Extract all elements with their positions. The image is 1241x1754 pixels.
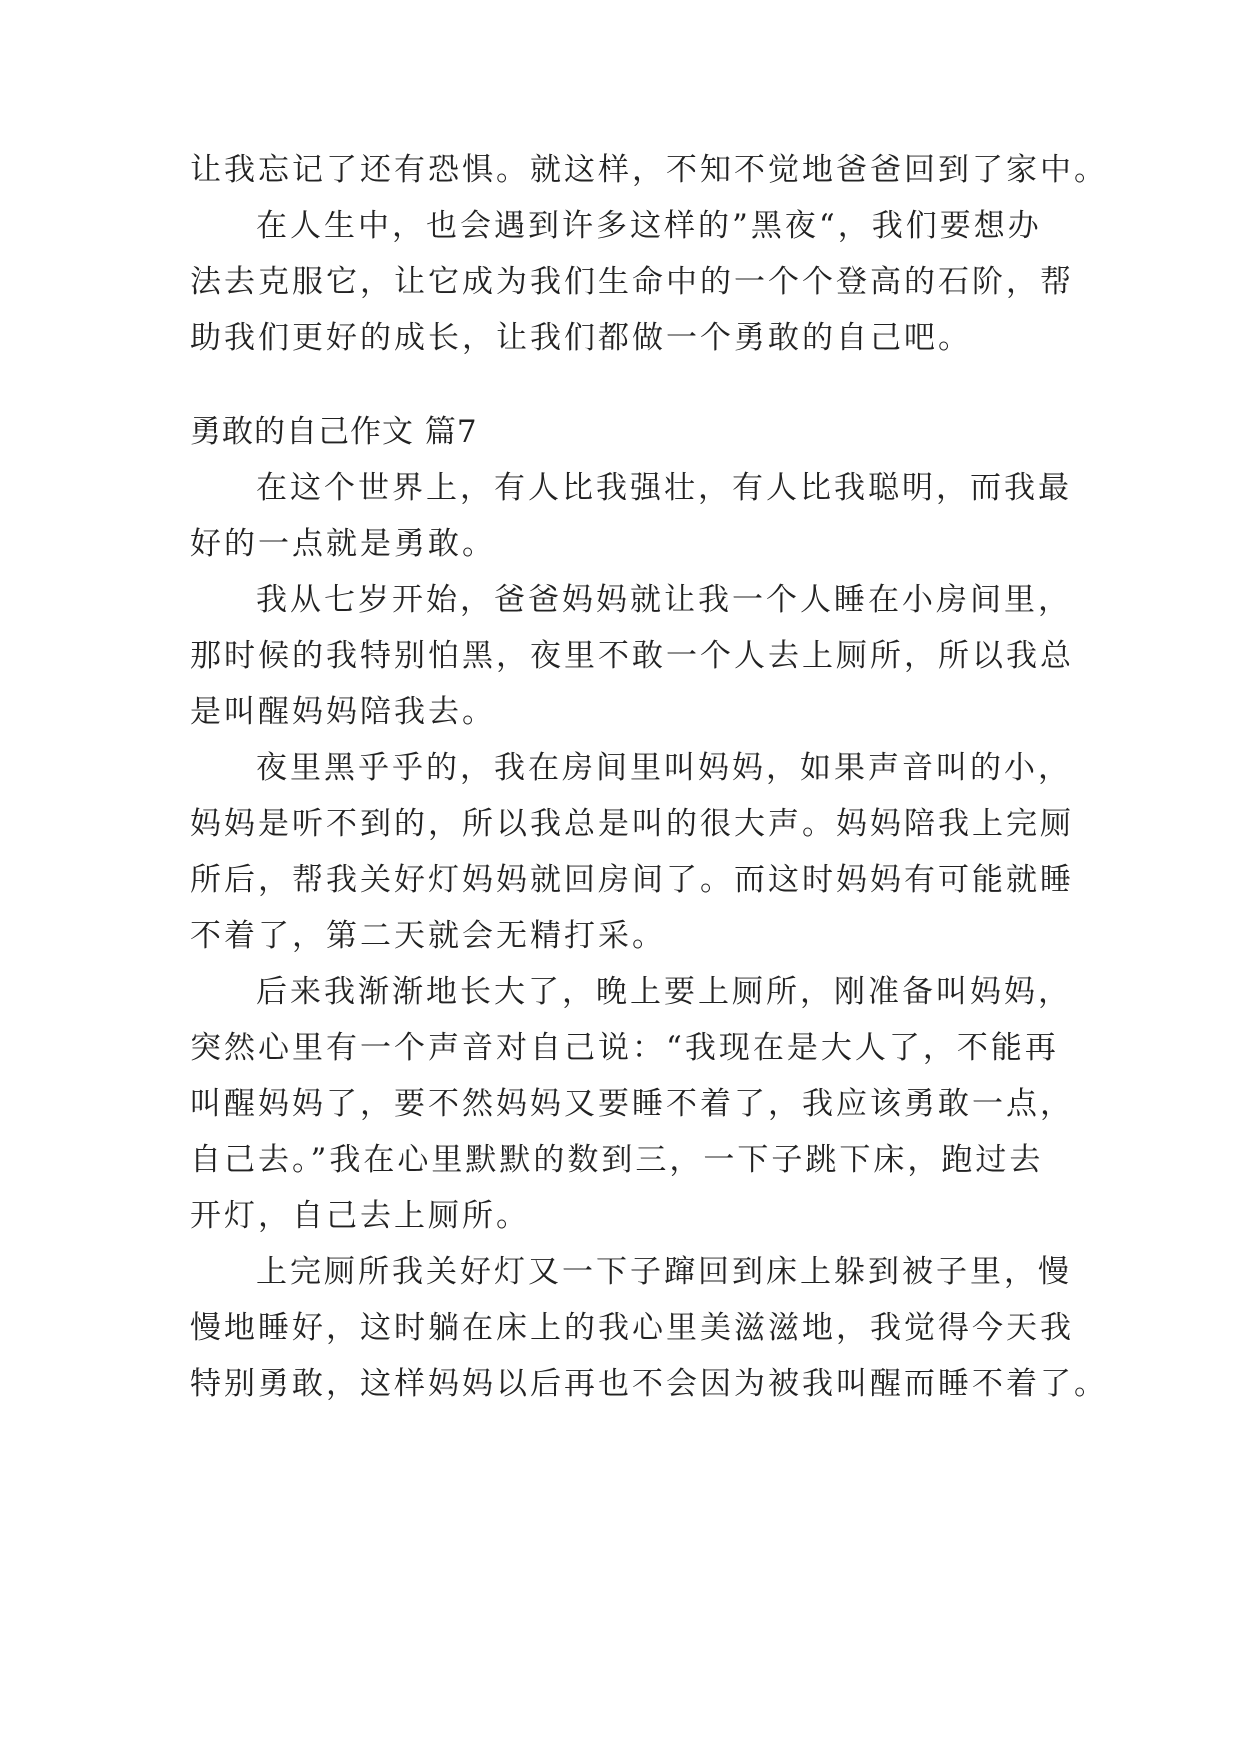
- paragraph-start-line: 夜里黑乎乎的，我在房间里叫妈妈，如果声音叫的小，: [256, 750, 1072, 786]
- text-line: 突然心里有一个声音对自己说：“我现在是大人了，不能再: [190, 1030, 1059, 1066]
- section-heading: [190, 404, 1050, 460]
- text-line: 不着了，第二天就会无精打采。: [190, 918, 666, 954]
- text-line: 特别勇敢，这样妈妈以后再也不会因为被我叫醒而睡不着了。: [190, 1366, 1108, 1402]
- paragraph-start-line: 上完厕所我关好灯又一下子蹿回到床上躲到被子里，慢: [256, 1254, 1072, 1290]
- essay-body: [190, 460, 1108, 1412]
- paragraph-start-line: 在这个世界上，有人比我强壮，有人比我聪明，而我最: [256, 470, 1072, 506]
- text-block-continued: [190, 142, 1108, 366]
- text-line: 法去克服它，让它成为我们生命中的一个个登高的石阶，帮: [190, 264, 1074, 300]
- text-line: 自己去。”我在心里默默的数到三，一下子跳下床，跑过去: [190, 1142, 1044, 1178]
- text-line: 是叫醒妈妈陪我去。: [190, 694, 496, 730]
- text-line: 让我忘记了还有恐惧。就这样，不知不觉地爸爸回到了家中。: [190, 152, 1108, 188]
- text-line: 助我们更好的成长，让我们都做一个勇敢的自己吧。: [190, 320, 972, 356]
- text-line: 叫醒妈妈了，要不然妈妈又要睡不着了，我应该勇敢一点，: [190, 1086, 1074, 1122]
- text-line: 好的一点就是勇敢。: [190, 526, 496, 562]
- text-line: 那时候的我特别怕黑，夜里不敢一个人去上厕所，所以我总: [190, 638, 1074, 674]
- paragraph-start-line: 在人生中，也会遇到许多这样的”黑夜“，我们要想办: [256, 208, 1042, 244]
- section-heading-text: 勇敢的自己作文 篇7: [190, 414, 478, 450]
- text-line: 妈妈是听不到的，所以我总是叫的很大声。妈妈陪我上完厕: [190, 806, 1074, 842]
- paragraph-start-line: 我从七岁开始，爸爸妈妈就让我一个人睡在小房间里，: [256, 582, 1072, 618]
- paragraph-start-line: 后来我渐渐地长大了，晚上要上厕所，刚准备叫妈妈，: [256, 974, 1072, 1010]
- text-line: 慢地睡好，这时躺在床上的我心里美滋滋地，我觉得今天我: [190, 1310, 1074, 1346]
- text-line: 所后，帮我关好灯妈妈就回房间了。而这时妈妈有可能就睡: [190, 862, 1074, 898]
- text-line: 开灯，自己去上厕所。: [190, 1198, 530, 1234]
